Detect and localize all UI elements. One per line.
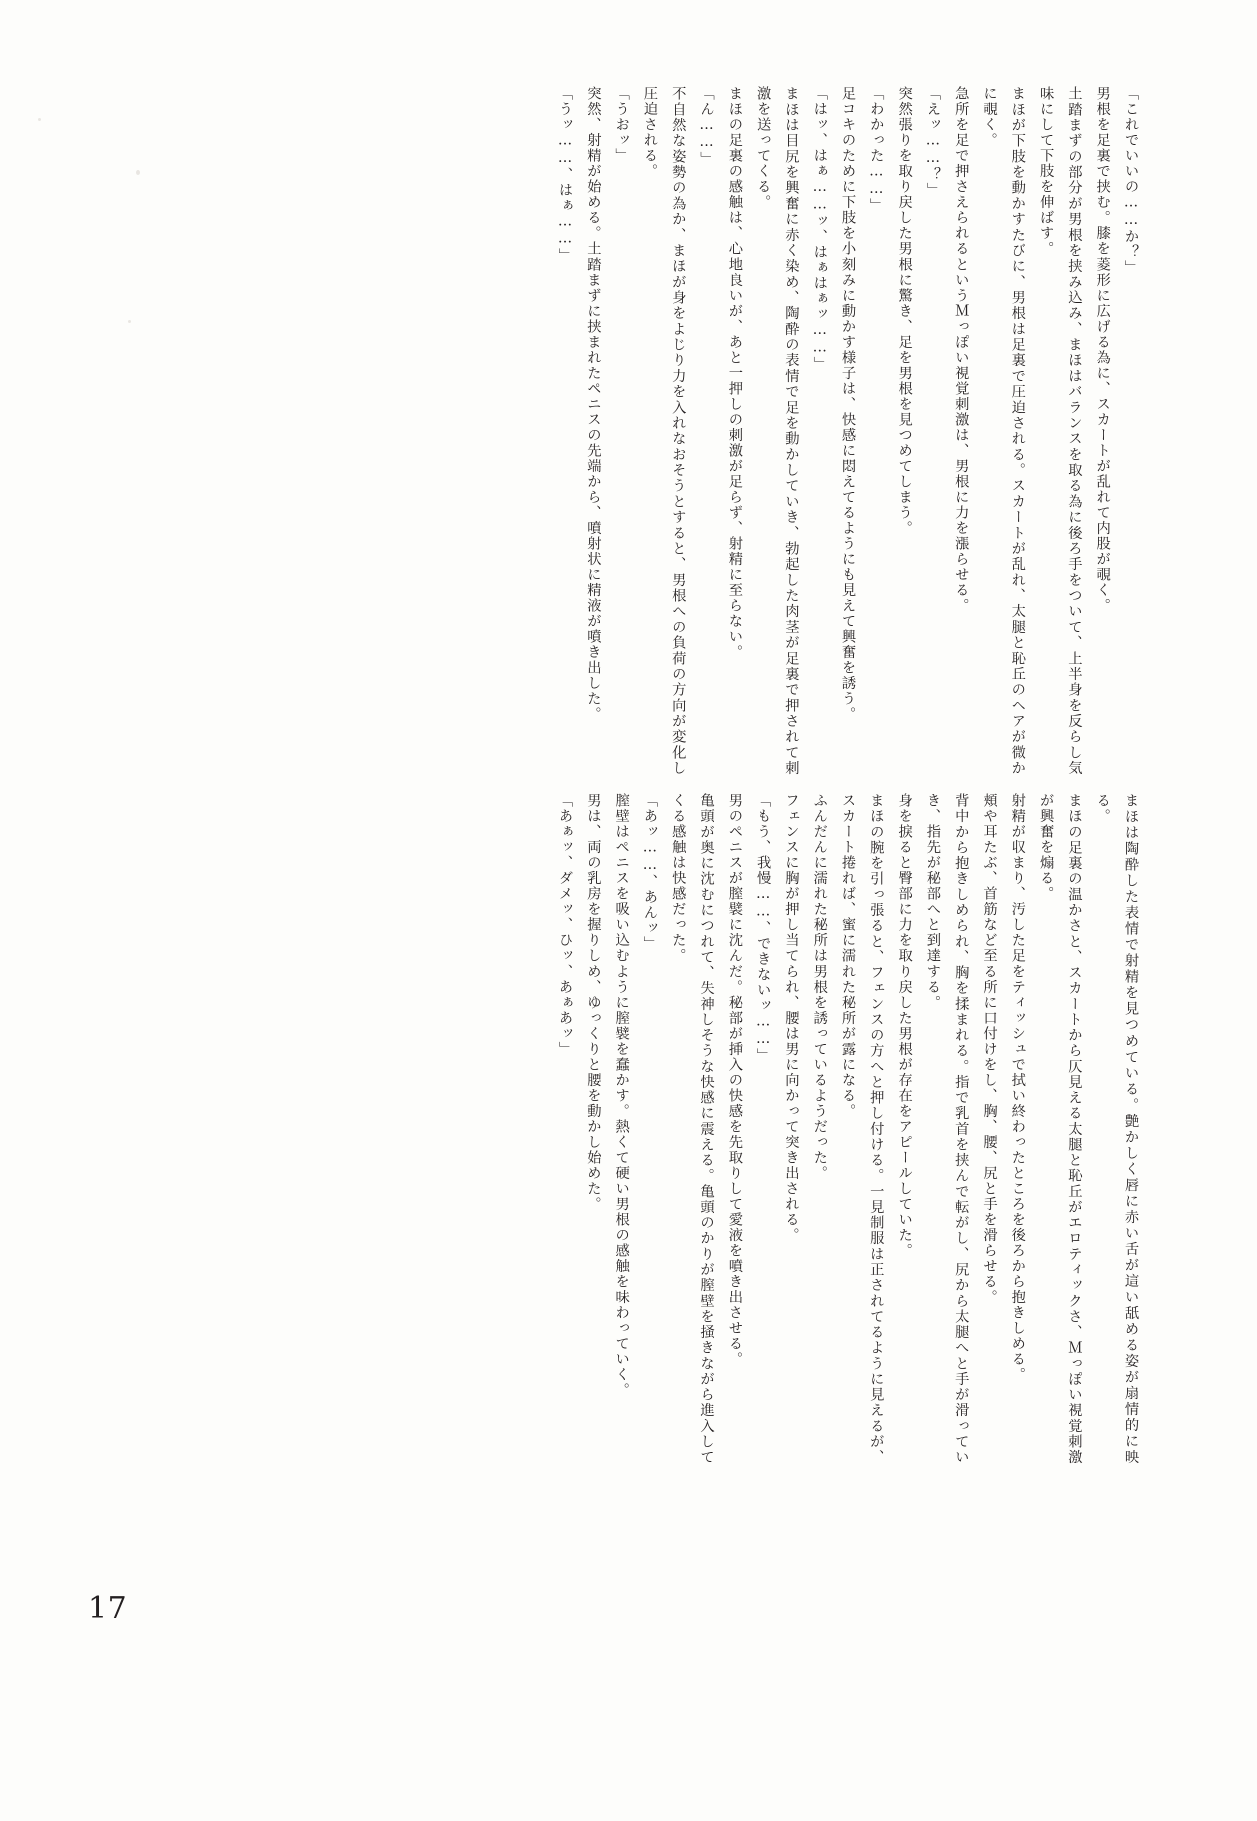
paper-speck <box>38 118 41 121</box>
paragraph: 膣壁はペニスを吸い込むように膣襞を蠢かす。熱くて硬い男根の感触を味わっていく。 <box>613 793 630 1399</box>
paragraph: 突然張りを取り戻した男根に驚き、足を男根を見つめてしまう。 <box>896 86 913 536</box>
paragraph: 男は、両の乳房を握りしめ、ゆっくりと腰を動かし始めた。 <box>585 793 602 1212</box>
paragraph: 急所を足で押さえられるというＭっぽい視覚刺激は、男根に力を漲らせる。 <box>953 86 970 614</box>
paragraph: まほの腕を引っ張ると、フェンスの方へと押し付ける。一見制服は正されてるように見えるが、スカート捲れば、蜜に濡れた秘所が露になる。 <box>840 793 885 1465</box>
paragraph: 足コキのために下肢を小刻みに動かす様子は、快感に悶えてるようにも見えて興奮を誘う。 <box>840 86 857 723</box>
paragraph: 「あッ……、あんッ」 <box>641 793 658 952</box>
paragraph: 土踏まずの部分が男根を挟み込み、まほはバランスを取る為に後ろ手をついて、上半身を反らし気味にして下肢を伸ばす。 <box>1038 86 1083 776</box>
paragraph: まほの足裏の温かさと、スカートから仄見える太腿と恥丘がエロティックさ、Ｍっぽい視覚刺激が興奮を煽る。 <box>1038 793 1083 1465</box>
paragraph: 「これでいいの……か？」 <box>1123 86 1139 276</box>
paragraph: 「えッ……？」 <box>924 86 941 199</box>
paragraph: 突然、射精が始める。土踏まずに挟まれたペニスの先端から、噴射状に精液が噴き出した。 <box>585 86 602 723</box>
paragraph: フェンスに胸が押し当てられ、腰は男に向かって突き出される。 <box>783 793 800 1243</box>
paragraph: まほは目尻を興奮に赤く染め、陶酔の表情で足を動かしていき、勃起した肉茎が足裏で押されて刺激を送ってくる。 <box>755 86 800 776</box>
paragraph: 「あぁッ、ダメッ、ひッ、あぁあッ」 <box>557 793 574 1057</box>
paragraph: 「もう、我慢……、できないッ……」 <box>755 793 772 1064</box>
paragraph: 頬や耳たぶ、首筋など至る所に口付けをし、胸、腰、尻と手を滑らせる。 <box>981 793 998 1306</box>
paragraph: まほの足裏の感触は、心地良いが、あと一押しの刺激が足らず、射精に至らない。 <box>726 86 743 661</box>
paragraph: まほは陶酔した表情で射精を見つめている。艶かしく唇に赤い舌が這い舐める姿が扇情的に映る。 <box>1094 793 1139 1465</box>
paragraph: まほが下肢を動かすたびに、男根は足裏で圧迫される。スカートが乱れ、太腿と恥丘のヘアが微かに覗く。 <box>981 86 1026 776</box>
body-text-upper <box>130 86 1145 776</box>
paragraph: 「うおッ」 <box>613 86 630 164</box>
body-text-lower <box>130 793 1145 1465</box>
paragraph: 「うッ……、はぁ……」 <box>557 86 574 264</box>
paragraph: ふんだんに濡れた秘所は男根を誘っているようだった。 <box>811 793 828 1181</box>
paragraph: 男のペニスが膣襞に沈んだ。秘部が挿入の快感を先取りして愛液を噴き出させる。 <box>726 793 743 1368</box>
paragraph: 男根を足裏で挟む。膝を菱形に広げる為に、スカートが乱れて内股が覗く。 <box>1094 86 1111 614</box>
paragraph: 亀頭が奥に沈むにつれて、失神しそうな快感に震える。亀頭のかりが膣壁を掻きながら進入してくる感触は快感だった。 <box>670 793 715 1465</box>
paragraph: 「ん……」 <box>698 86 715 167</box>
paragraph: 「はッ、はぁ……ッ、はぁはぁッ……」 <box>811 86 828 373</box>
paragraph: 射精が収まり、汚した足をティッシュで拭い終わったところを後ろから抱きしめる。 <box>1009 793 1026 1383</box>
paragraph: 「わかった……」 <box>868 86 885 214</box>
paragraph: 不自然な姿勢の為か、まほが身をよじり力を入れなおそうとすると、男根への負荷の方向が変化し圧迫される。 <box>641 86 687 776</box>
paragraph: 背中から抱きしめられ、胸を揉まれる。指で乳首を挟んで転がし、尻から太腿へと手が滑っていき、指先が秘部へと到達する。 <box>924 793 970 1465</box>
paragraph: 身を捩ると臀部に力を取り戻した男根が存在をアピールしていた。 <box>896 793 913 1259</box>
page-number: 17 <box>88 1591 128 1626</box>
